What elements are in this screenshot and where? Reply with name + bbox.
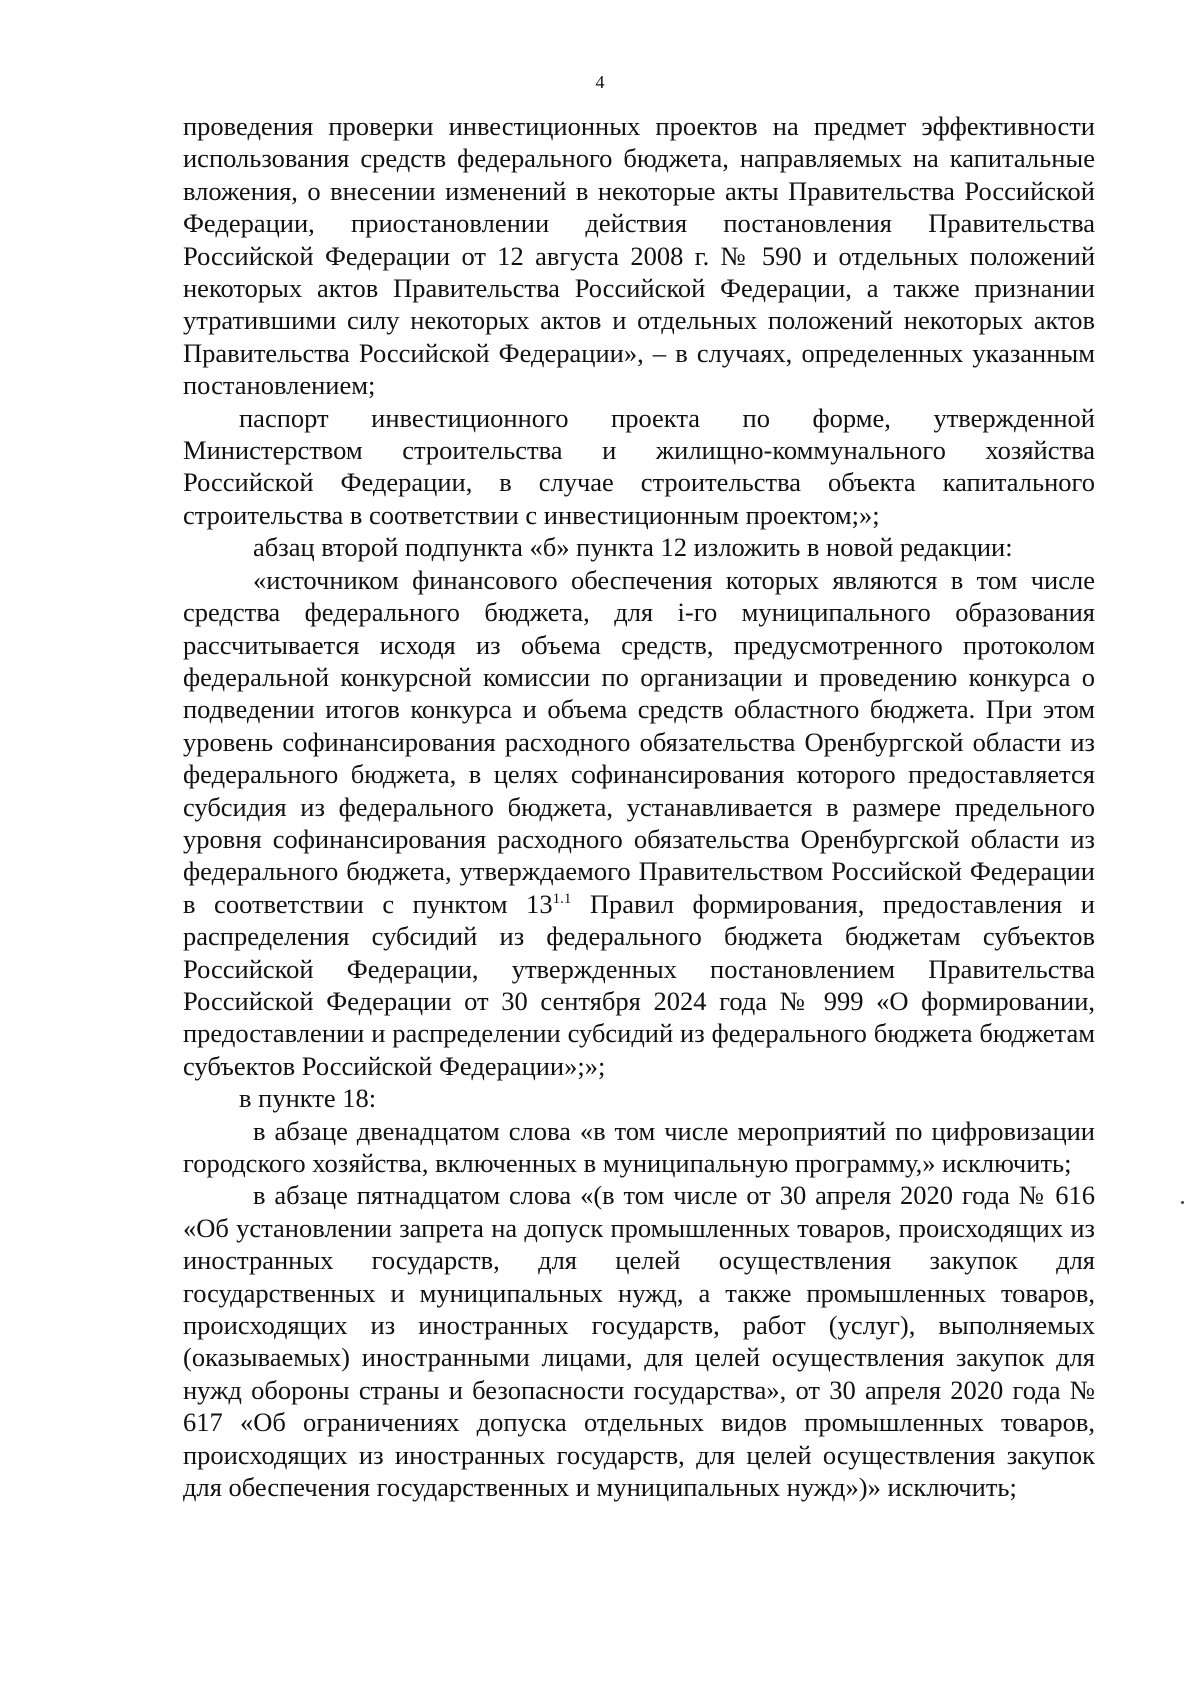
quoted-text-part-1: «источником финансового обеспечения которых являются в том числе средства федерального бюджета, для i-го муниципального образования рассчитывается исходя из объема средств, предусмотренного протоколом федеральной конкурсной комиссии по организации и проведению конкурса о подведении итогов конкурса и объема средств областного бюджета. При этом уровень софинансирования расходного обязательства Оренбургской области из федерального бюджета, в целях софинансирования которого предоставляется субсидия из федерального бюджета, устанавливается в размере предельного уровня софинансирования расходного обязательства Оренбургской области из федерального бюджета, утверждаемого Правительством Российской Федерации в соответствии с пунктом 13 [183,564,1095,919]
paragraph-amendment-12b: абзац второй подпункта «б» пункта 12 изложить в новой редакции: [253,532,1013,563]
paragraph-fifteenth-abzac: в абзаце пятнадцатом слова «(в том числе от 30 апреля 2020 года № 616 «Об установлении запрета на допуск промышленных товаров, происходящих из иностранных государств, для целей осуществления закупок для государственных и муниципальных нужд, а также промышленных товаров, происходящих из иностранных государств, работ (услуг), выполняемых (оказываемых) иностранными лицами, для целей осуществления закупок для нужд обороны страны и безопасности государства», от 30 апреля 2020 года № 617 «Об ограничениях допуска отдельных видов промышленных товаров, происходящих из иностранных государств, для целей осуществления закупок для обеспечения государственных и муниципальных нужд»)» исключить; [183,1180,1095,1503]
page-number: 4 [595,72,605,92]
paragraph-quoted-text [183,564,1095,1083]
paragraph-continuation: проведения проверки инвестиционных проектов на предмет эффективности использования средств федерального бюджета, направляемых на капитальные вложения, о внесении изменений в некоторые акты Правительства Российской Федерации, приостановлении действия постановления Правительства Российской Федерации от 12 августа 2008 г. № 590 и отдельных положений некоторых актов Правительства Российской Федерации, а также признании утратившими силу некоторых актов и отдельных положений некоторых актов Правительства Российской Федерации», – в случаях, определенных указанным постановлением; [183,111,1095,401]
paragraph-passport: паспорт инвестиционного проекта по форме, утвержденной Министерством строительства и жилищно-коммунального хозяйства Российской Федерации, в случае строительства объекта капитального строительства в соответствии с инвестиционным проектом;»; [183,402,1095,530]
paragraph-twelfth-abzac: в абзаце двенадцатом слова «в том числе мероприятий по цифровизации городского хозяйства, включенных в муниципальную программу,» исключить; [183,1115,1095,1178]
superscript-1-1: 1.1 [552,890,572,907]
document-body [183,110,1095,1503]
paragraph-point-18: в пункте 18: [239,1083,377,1114]
scan-speck [1181,1201,1184,1204]
quoted-text-part-2: Правил формирования, предоставления и распределения субсидий из федерального бюджета бюджетам субъектов Российской Федерации, утвержденных постановлением Правительства Российской Федерации от 30 сентября 2024 года № 999 «О формировании, предоставлении и распределении субсидий из федерального бюджета бюджетам субъектов Российской Федерации»;»; [183,888,1095,1081]
